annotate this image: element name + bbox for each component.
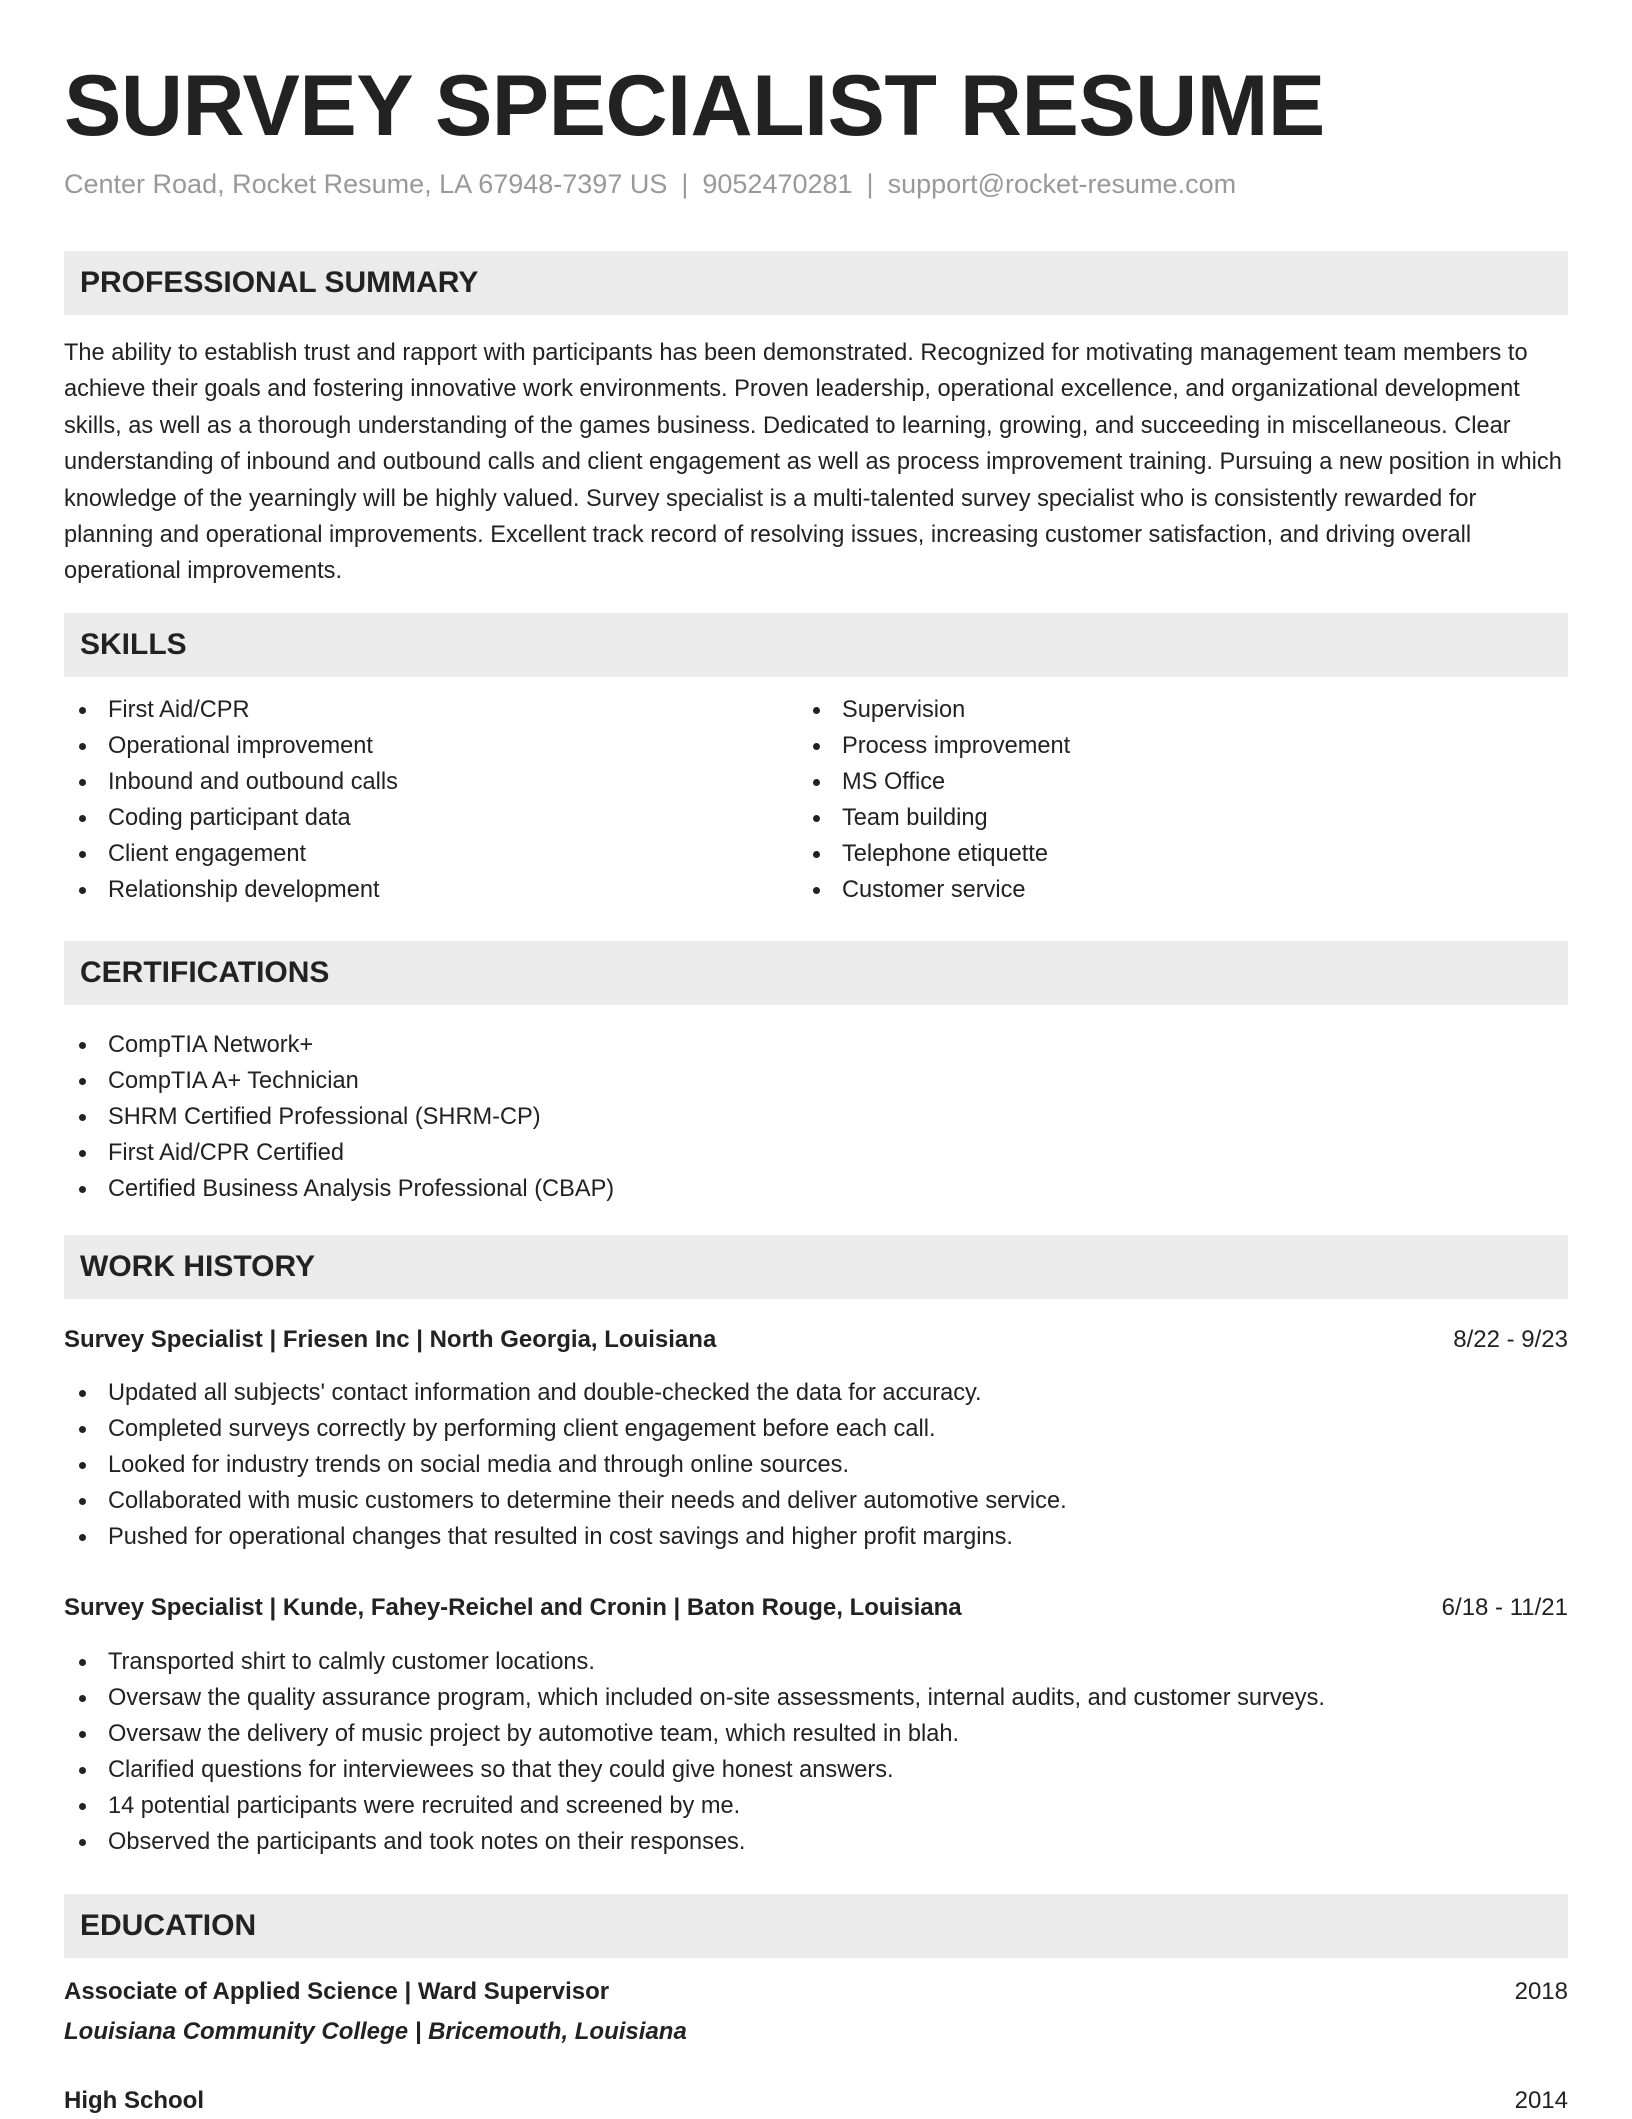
section-header-skills xyxy=(64,613,1568,677)
skill-item: Supervision xyxy=(798,692,1498,728)
certifications-list xyxy=(64,1027,1464,1207)
contact-line xyxy=(64,166,1236,202)
skill-item: Telephone etiquette xyxy=(798,836,1498,872)
education-year: 2014 xyxy=(1514,2087,1568,2114)
job-bullet: Looked for industry trends on social media and through online sources. xyxy=(64,1447,1568,1483)
job-bullet: Updated all subjects' contact information and double-checked the data for accuracy. xyxy=(64,1375,1568,1411)
skills-list-right xyxy=(798,692,1498,908)
job-bullet: Oversaw the quality assurance program, which included on-site assessments, internal audits, and customer surveys. xyxy=(64,1680,1568,1716)
section-title: PROFESSIONAL SUMMARY xyxy=(80,266,479,299)
skill-item: Coding participant data xyxy=(64,800,764,836)
section-header-education xyxy=(64,1894,1568,1958)
skills-list-left xyxy=(64,692,764,908)
section-header-summary xyxy=(64,251,1568,315)
skill-item: Process improvement xyxy=(798,728,1498,764)
skill-item: MS Office xyxy=(798,764,1498,800)
contact-address: Center Road, Rocket Resume, LA 67948-7397 US xyxy=(64,169,668,199)
job-bullet: Completed surveys correctly by performing client engagement before each call. xyxy=(64,1411,1568,1447)
job-bullet: Observed the participants and took notes on their responses. xyxy=(64,1824,1568,1860)
section-title: CERTIFICATIONS xyxy=(80,956,330,989)
job-dates: 6/18 - 11/21 xyxy=(1441,1594,1568,1621)
section-header-work-history xyxy=(64,1235,1568,1299)
certification-item: CompTIA Network+ xyxy=(64,1027,1464,1063)
job-title: Survey Specialist | Kunde, Fahey-Reichel and Cronin | Baton Rouge, Louisiana xyxy=(64,1594,962,1621)
job-bullet: Clarified questions for interviewees so that they could give honest answers. xyxy=(64,1752,1568,1788)
contact-phone: 9052470281 xyxy=(702,169,853,199)
section-title: SKILLS xyxy=(80,628,187,661)
resume-title: SURVEY SPECIALIST RESUME xyxy=(64,58,1325,154)
education-degree: Associate of Applied Science | Ward Supervisor xyxy=(64,1978,610,2005)
job-bullet: Transported shirt to calmly customer locations. xyxy=(64,1644,1568,1680)
skill-item: Team building xyxy=(798,800,1498,836)
section-header-certifications xyxy=(64,941,1568,1005)
skill-item: Customer service xyxy=(798,872,1498,908)
summary-text: The ability to establish trust and rapport with participants has been demonstrated. Recognized for motivating management team members to achieve their goals and fostering innovative work environments. Proven leadership, operational excellence, and organizational development skills, as well as a thorough understanding of the games business. Dedicated to learning, growing, and succeeding in miscellaneous. Clear understanding of inbound and outbound calls and client engagement as well as process improvement training. Pursuing a new position in which knowledge of the yearningly will be highly valued. Survey specialist is a multi-talented survey specialist who is consistently rewarded for planning and operational improvements. Excellent track record of resolving issues, increasing customer satisfaction, and driving overall operational improvements. xyxy=(64,340,1562,585)
education-school: Louisiana Community College | Bricemouth, Louisiana xyxy=(64,2018,687,2045)
job-bullet: Pushed for operational changes that resulted in cost savings and higher profit margins. xyxy=(64,1519,1568,1555)
certification-item: First Aid/CPR Certified xyxy=(64,1135,1464,1171)
job-dates: 8/22 - 9/23 xyxy=(1453,1326,1568,1353)
skill-item: First Aid/CPR xyxy=(64,692,764,728)
job-bullets xyxy=(64,1644,1568,1860)
job-bullet: Oversaw the delivery of music project by automotive team, which resulted in blah. xyxy=(64,1716,1568,1752)
contact-email: support@rocket-resume.com xyxy=(887,169,1237,199)
contact-separator: | xyxy=(866,169,874,199)
certification-item: CompTIA A+ Technician xyxy=(64,1063,1464,1099)
job-bullet: 14 potential participants were recruited and screened by me. xyxy=(64,1788,1568,1824)
skill-item: Operational improvement xyxy=(64,728,764,764)
job-bullets xyxy=(64,1375,1568,1555)
section-title: WORK HISTORY xyxy=(80,1250,316,1283)
skill-item: Client engagement xyxy=(64,836,764,872)
job-bullet: Collaborated with music customers to determine their needs and deliver automotive service. xyxy=(64,1483,1568,1519)
contact-separator: | xyxy=(681,169,689,199)
certification-item: SHRM Certified Professional (SHRM-CP) xyxy=(64,1099,1464,1135)
job-title: Survey Specialist | Friesen Inc | North Georgia, Louisiana xyxy=(64,1326,717,1353)
education-degree: High School xyxy=(64,2087,204,2114)
certification-item: Certified Business Analysis Professional (CBAP) xyxy=(64,1171,1464,1207)
skill-item: Inbound and outbound calls xyxy=(64,764,764,800)
education-year: 2018 xyxy=(1514,1978,1568,2005)
section-title: EDUCATION xyxy=(80,1909,257,1942)
skill-item: Relationship development xyxy=(64,872,764,908)
